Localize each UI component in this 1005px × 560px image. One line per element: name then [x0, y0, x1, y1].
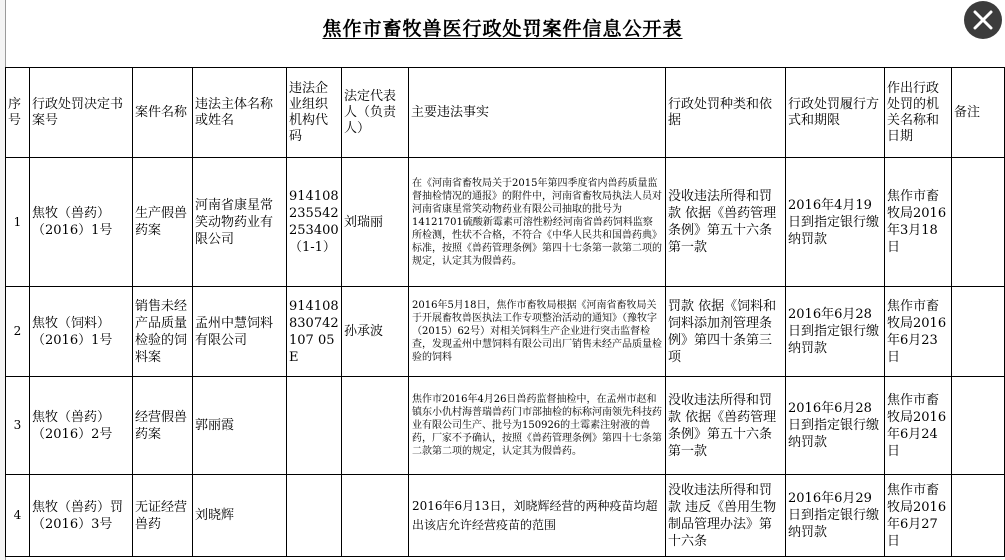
cell-facts: 焦作市2016年4月26日兽药监督抽检中，在孟州市赵和镇东小仇村海普瑞兽药门市部抽检的标称河南领先科技药业有限公司生产、批号为150926的土霉素注射液的兽药，厂家不予确认，按照《兽药管理条例》第四十七条第二款第二项的规定，认定其为假兽药。 — [409, 377, 666, 475]
cell-legal-rep — [342, 377, 409, 475]
cell-decision-no: 焦牧（兽药）（2016）1号 — [30, 158, 133, 287]
header-penalty: 行政处罚种类和依据 — [666, 68, 786, 158]
cell-authority: 焦作市畜牧局2016年6月23日 — [885, 287, 952, 377]
cell-seq: 4 — [6, 475, 30, 557]
header-facts: 主要违法事实 — [409, 68, 666, 158]
cell-party: 刘晓辉 — [193, 475, 287, 557]
cell-legal-rep — [342, 475, 409, 557]
cell-party: 郭丽霞 — [193, 377, 287, 475]
cell-case-name: 无证经营兽药 — [133, 475, 193, 557]
header-case-name: 案件名称 — [133, 68, 193, 158]
header-decision-no: 行政处罚决定书案号 — [30, 68, 133, 158]
case-table — [5, 67, 1005, 557]
header-authority: 作出行政处罚的机关名称和日期 — [885, 68, 952, 158]
page-title: 焦作市畜牧兽医行政处罚案件信息公开表 — [322, 18, 683, 40]
table-row — [6, 287, 1005, 377]
cell-case-name: 销售未经产品质量检验的饲料案 — [133, 287, 193, 377]
cell-seq: 2 — [6, 287, 30, 377]
header-seq: 序号 — [6, 68, 30, 158]
cell-seq: 3 — [6, 377, 30, 475]
cell-facts: 在《河南省畜牧局关于2015年第四季度省内兽药质量监督抽检情况的通报》的附件中，河南省畜牧局执法人员对河南省康星常笑动物药业有限公司抽取的批号为14121701硫酸新霉素可溶性粉经河南省兽药饲料监察所检测，性状不合格，不符合《中华人民共和国兽药典》标准，按照《兽药管理条例》第四十七条第一款第二项的规定，认定其为假兽药。 — [409, 158, 666, 287]
cell-decision-no: 焦牧（饲料）（2016）1号 — [30, 287, 133, 377]
header-execution: 行政处罚履行方式和期限 — [786, 68, 885, 158]
header-remark: 备注 — [952, 68, 1005, 158]
cell-remark — [952, 158, 1005, 287]
cell-seq: 1 — [6, 158, 30, 287]
cell-legal-rep: 刘瑞丽 — [342, 158, 409, 287]
cell-execution: 2016年6月28日到指定银行缴纳罚款 — [786, 287, 885, 377]
cell-remark — [952, 475, 1005, 557]
cell-authority: 焦作市畜牧局2016年6月27日 — [885, 475, 952, 557]
cell-org-code — [287, 475, 342, 557]
cell-remark — [952, 377, 1005, 475]
cell-penalty: 罚款 依据《饲料和饲料添加剂管理条例》第四十条第三项 — [666, 287, 786, 377]
close-button[interactable] — [964, 1, 1002, 39]
cell-penalty: 没收违法所得和罚款 依据《兽药管理条例》第五十六条第一款 — [666, 158, 786, 287]
cell-legal-rep: 孙承波 — [342, 287, 409, 377]
header-party: 违法主体名称或姓名 — [193, 68, 287, 158]
cell-decision-no: 焦牧（兽药）（2016）2号 — [30, 377, 133, 475]
close-icon — [973, 10, 993, 30]
header-legal-rep: 法定代表人（负责人） — [342, 68, 409, 158]
cell-org-code — [287, 377, 342, 475]
header-row — [6, 68, 1005, 158]
header-org-code: 违法企业组织机构代码 — [287, 68, 342, 158]
cell-party: 河南省康星常笑动物药业有限公司 — [193, 158, 287, 287]
table-row — [6, 158, 1005, 287]
cell-execution: 2016年6月29日到指定银行缴纳罚款 — [786, 475, 885, 557]
table-row — [6, 475, 1005, 557]
cell-case-name: 生产假兽药案 — [133, 158, 193, 287]
cell-execution: 2016年4月19日到指定银行缴纳罚款 — [786, 158, 885, 287]
cell-penalty: 没收违法所得和罚款 依据《兽药管理条例》第五十六条第一款 — [666, 377, 786, 475]
cell-authority: 焦作市畜牧局2016年6月24日 — [885, 377, 952, 475]
cell-decision-no: 焦牧（兽药）罚（2016）3号 — [30, 475, 133, 557]
cell-org-code: 914108235542253400（1-1） — [287, 158, 342, 287]
cell-facts: 2016年5月18日，焦作市畜牧局根据《河南省畜牧局关于开展畜牧兽医执法工作专项整治活动的通知》（豫牧字（2015）62号）对相关饲料生产企业进行突击监督检查，发现孟州中慧饲料有限公司出厂销售未经产品质量检验的饲料 — [409, 287, 666, 377]
cell-authority: 焦作市畜牧局2016年3月18日 — [885, 158, 952, 287]
cell-remark — [952, 287, 1005, 377]
cell-case-name: 经营假兽药案 — [133, 377, 193, 475]
cell-execution: 2016年6月28日到指定银行缴纳罚款 — [786, 377, 885, 475]
cell-org-code: 914108830742107 05E — [287, 287, 342, 377]
cell-party: 孟州中慧饲料有限公司 — [193, 287, 287, 377]
table-row — [6, 377, 1005, 475]
cell-penalty: 没收违法所得和罚款 违反《兽用生物制品管理办法》第十六条 — [666, 475, 786, 557]
cell-facts: 2016年6月13日，刘晓辉经营的两种疫苗均超出该店允许经营疫苗的范围 — [409, 475, 666, 557]
